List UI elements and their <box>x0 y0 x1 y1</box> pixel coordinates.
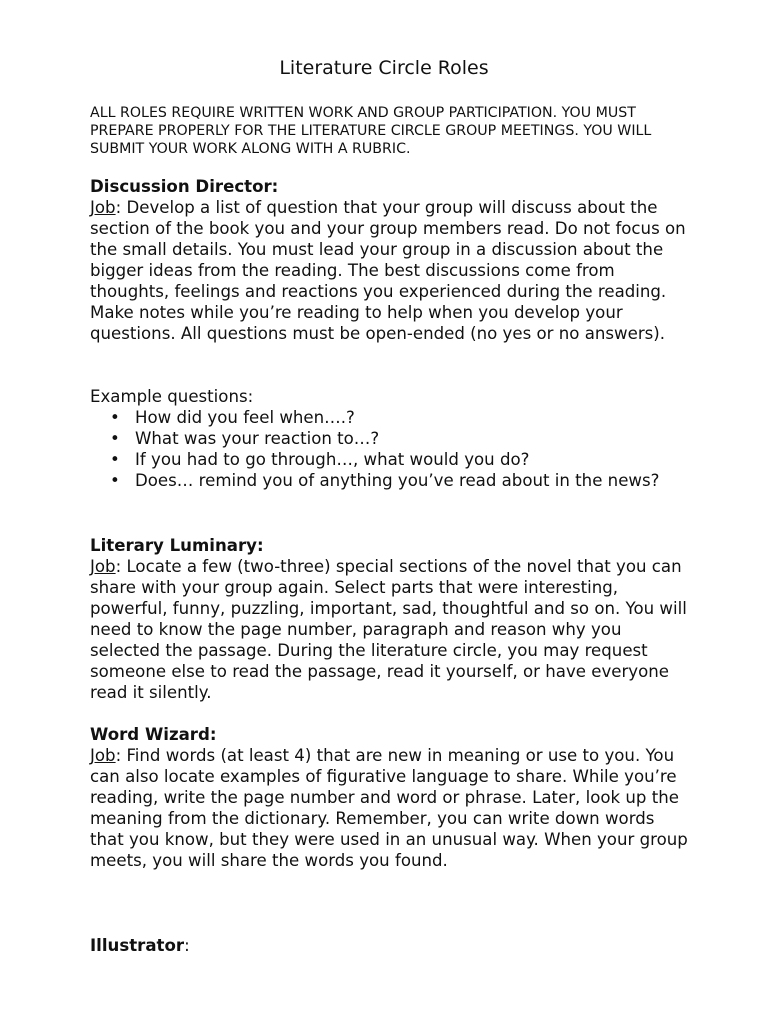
job-description <box>90 197 690 344</box>
job-description <box>90 556 690 703</box>
example-questions <box>90 386 690 491</box>
section-heading: Word Wizard: <box>90 725 217 744</box>
list-item: • Does… remind you of anything you’ve read about in the news? <box>110 471 660 490</box>
job-label: Job <box>90 557 116 576</box>
bullet-icon: • <box>110 429 120 448</box>
job-text: : Find words (at least 4) that are new in meaning or use to you. You can also locate examples of figurative language to share. While you’re reading, write the page number and word or phrase. Later, look up the meaning from the dictionary. Remember, you can write down words that you know, but they were used in an unusual way. When your group meets, you will share the words you found. <box>90 746 688 870</box>
page-title: Literature Circle Roles <box>279 57 489 79</box>
section-word-wizard <box>90 724 690 871</box>
examples-label: Example questions: <box>90 387 254 406</box>
question-list <box>90 407 690 491</box>
job-label: Job <box>90 746 116 765</box>
section-literary-luminary <box>90 535 690 703</box>
job-text: : Locate a few (two-three) special sections of the novel that you can share with your group again. Select parts that were interesting, powerful, funny, puzzling, important, sad, thoughtful and so on. You will need to know the page number, paragraph and reason why you selected the passage. During the literature circle, you may request someone else to read the passage, read it yourself, or have everyone read it silently. <box>90 557 687 702</box>
list-item: • How did you feel when….? <box>110 408 355 427</box>
list-item: • If you had to go through…, what would you do? <box>110 450 530 469</box>
list-item: • What was your reaction to…? <box>110 429 380 448</box>
section-discussion-director <box>90 176 690 344</box>
section-heading: Illustrator: <box>90 936 190 955</box>
bullet-icon: • <box>110 471 120 490</box>
section-illustrator <box>90 935 690 956</box>
section-heading: Literary Luminary: <box>90 536 264 555</box>
job-text: : Develop a list of question that your group will discuss about the section of the book you and your group members read. Do not focus on the small details. You must lead your group in a discussion about the bigger ideas from the reading. The best discussions come from thoughts, feelings and reactions you experienced during the reading. Make notes while you’re reading to help when you develop your questions. All questions must be open-ended (no yes or no answers). <box>90 198 686 343</box>
job-label: Job <box>90 198 116 217</box>
bullet-icon: • <box>110 450 120 469</box>
job-description <box>90 745 690 871</box>
section-heading: Discussion Director: <box>90 177 279 196</box>
intro-paragraph: ALL ROLES REQUIRE WRITTEN WORK AND GROUP PARTICIPATION. YOU MUST PREPARE PROPERLY FOR THE LITERATURE CIRCLE GROUP MEETINGS. YOU WILL SUBMIT YOUR WORK ALONG WITH A RUBRIC. <box>90 105 652 157</box>
bullet-icon: • <box>110 408 120 427</box>
